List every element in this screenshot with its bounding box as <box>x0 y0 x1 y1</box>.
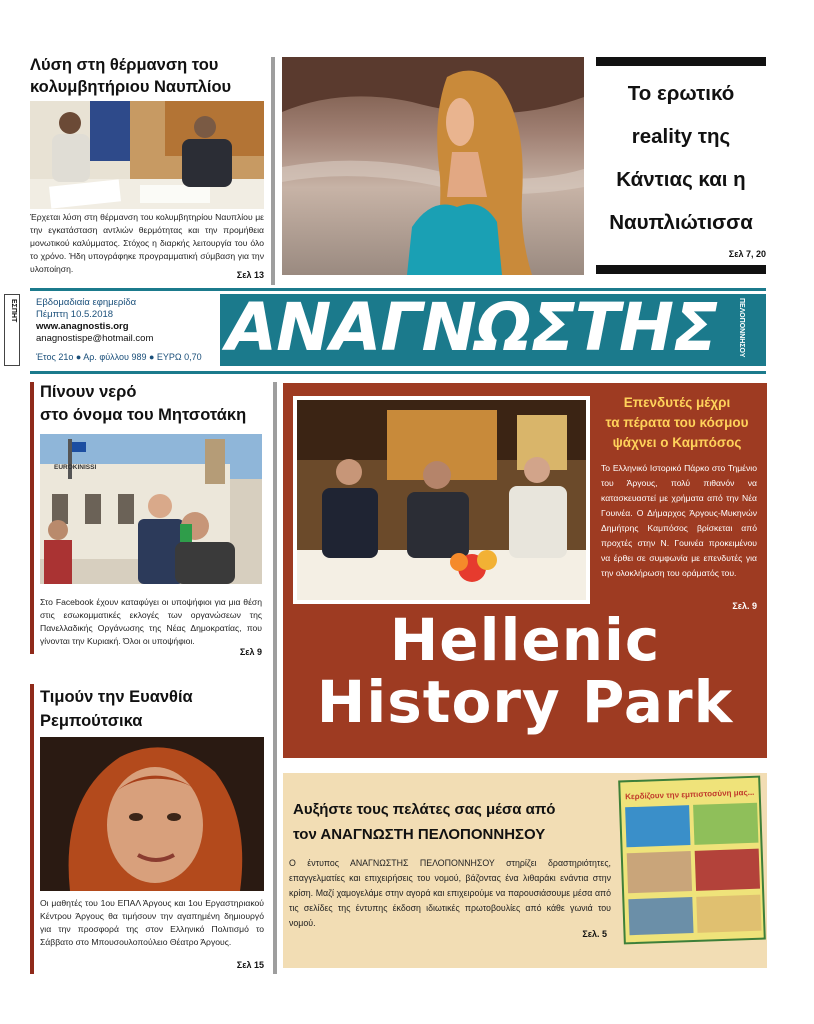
masthead-info <box>36 297 206 363</box>
masthead-issue: Έτος 21ο ● Αρ. φύλλου 989 ● ΕΥΡΩ 0,70 <box>36 352 202 362</box>
story-pool-photo[interactable] <box>30 101 264 209</box>
story-ad-headline-line1: Αυξήστε τους πελάτες σας μέσα από <box>293 801 556 818</box>
story-pool-headline-line2: κολυμβητήριου Ναυπλίου <box>30 78 232 96</box>
story-water-headline-line2: στο όνομα του Μητσοτάκη <box>40 406 247 424</box>
story-park-panel[interactable] <box>283 383 767 758</box>
story-reality-line1: Το ερωτικό <box>627 82 735 105</box>
divider-vertical-bottom <box>273 382 277 974</box>
story-honor-accent <box>30 684 34 974</box>
story-reality-line2: reality της <box>631 125 731 148</box>
story-water-body: Στο Facebook έχουν καταφύγει οι υποψήφιοι για μια θέση στις εσωκομματικές εκλογές των οργανώσεων της Πανελλαδικής Οργάνωσης της Νέας Δημοκρατίας, που γίνονται την Κυριακή. Όλοι οι υποψήφιοι. <box>40 597 262 646</box>
masthead-line-bottom <box>30 371 766 374</box>
story-water-photo[interactable] <box>40 434 262 584</box>
masthead-title: ΑΝΑΓΝΩΣΤΗΣ <box>226 289 718 366</box>
story-reality-headline[interactable] <box>596 72 766 244</box>
story-ad-panel[interactable] <box>283 773 767 968</box>
story-water-accent <box>30 382 34 654</box>
masthead-website[interactable]: www.anagnostis.org <box>36 321 129 332</box>
story-honor-headline[interactable] <box>40 685 270 733</box>
story-park-photo[interactable] <box>293 396 590 604</box>
story-honor-body: Οι μαθητές του 1ου ΕΠΑΛ Άργους και 1ου Εργαστηριακού Κέντρου Άργους θα τιμήσουν την αγαπημένη δημιουργό για την προσφορά της στον Ελληνικό Πολιτισμό το Σάββατο στο Μπουσουλοπούλειο Θέατρο Άργους. <box>40 898 264 947</box>
story-ad-thumb-title: Κερδίζουν την εμπιστοσύνη μας... <box>624 787 755 802</box>
story-ad-body: Ο έντυπος ΑΝΑΓΝΩΣΤΗΣ ΠΕΛΟΠΟΝΝΗΣΟΥ στηρίζει δραστηριότητες, επαγγελματίες και επιχειρήσεις του νομού, βάζοντας ένα λιθαράκι ενάντια στην κρίση. Μαζί χαμογελάμε στην αγορά και επιχειρούμε να παρουσιάσουμε μέσα από τις σελίδες της έντυπης έκδοση ιδιωτικές πρωτοβουλίες από κάθε γωνιά του νομού. <box>289 858 611 928</box>
masthead-subtitle: ΠΕΛΟΠΟΝΝΗΣΟΥ <box>738 298 745 358</box>
photo-credit: EUROKINISSI <box>54 464 97 471</box>
story-pool-headline-line1: Λύση στη θέρμανση του <box>30 56 219 74</box>
story-reality-page-ref[interactable]: Σελ 7, 20 <box>728 249 766 259</box>
story-reality-line4: Ναυπλιώτισσα <box>609 211 753 234</box>
story-water-headline[interactable] <box>40 381 270 427</box>
masthead-email[interactable]: anagnostispe@hotmail.com <box>36 333 154 344</box>
story-honor-page-ref[interactable]: Σελ 15 <box>236 960 264 970</box>
story-park-body: Το Ελληνικό Ιστορικό Πάρκο στο Τημένιο του Άργους, πολύ πιθανόν να κατασκευαστεί με χρήματα από την Νέα Γουινέα. Ο Δήμαρχος Άργους-Μυκηνών Δημήτρης Καμπόσος βρίσκεται από προχτές στην Ν. Γουινέα προκειμένου να έρθει σε συμφωνία με επενδυτές για την ολοκλήρωση του οράματός του. <box>601 463 757 578</box>
story-park-kicker-line1: Επενδυτές μέχρι <box>623 395 731 410</box>
story-park-kicker-line2: τα πέρατα του κόσμου <box>605 415 749 430</box>
story-park-page-ref[interactable]: Σελ. 9 <box>732 601 757 611</box>
story-honor-headline-line1: Τιμούν την Ευανθία <box>40 688 193 706</box>
story-pool-headline[interactable] <box>30 54 270 98</box>
story-park-big-line1: Hellenic <box>389 606 661 674</box>
masthead-info-date: Πέμπτη 10.5.2018 <box>36 309 114 320</box>
story-park-big-line2: History Park <box>316 668 734 736</box>
woman-sea-photo[interactable] <box>282 57 584 275</box>
divider-vertical-top <box>271 57 275 285</box>
story-ad-thumbnail[interactable] <box>618 776 766 945</box>
story-honor-photo[interactable] <box>40 737 264 891</box>
reality-top-bar <box>596 57 766 66</box>
story-ad-headline-line2: τον ΑΝΑΓΝΩΣΤΗ ΠΕΛΟΠΟΝΝΗΣΟΥ <box>293 826 546 843</box>
masthead-info-type: Εβδομαδιαία εφημερίδα <box>36 297 137 308</box>
side-badge-label: ΕΣΠΗΤ <box>10 299 17 323</box>
story-ad-page-ref[interactable]: Σελ. 5 <box>582 929 607 939</box>
story-park-kicker-line3: ψάχνει ο Καμπόσος <box>612 435 742 450</box>
reality-bottom-bar <box>596 265 766 274</box>
story-reality-line3: Κάντιας και η <box>616 168 746 191</box>
story-pool-page-ref[interactable]: Σελ 13 <box>236 270 264 280</box>
story-pool-body: Έρχεται λύση στη θέρμανση του κολυμβητηρίου Ναυπλίου με την εγκατάσταση αντλιών θερμότητας και την προμήθεια μονωτικού καλύμματος. Στόχος η διαρκής λειτουργία του όλο το χρόνο. Ήδη υπογράφηκε προγραμματική σύμβαση για την υλοποίηση. <box>30 212 264 274</box>
story-honor-headline-line2: Ρεμπούτσικα <box>40 712 143 730</box>
story-water-page-ref[interactable]: Σελ 9 <box>239 647 262 657</box>
side-badge <box>4 294 20 366</box>
masthead-banner[interactable] <box>220 289 766 366</box>
story-ad-headline[interactable] <box>293 797 613 847</box>
story-park-kicker[interactable] <box>595 393 759 453</box>
story-water-headline-line1: Πίνουν νερό <box>40 383 137 401</box>
